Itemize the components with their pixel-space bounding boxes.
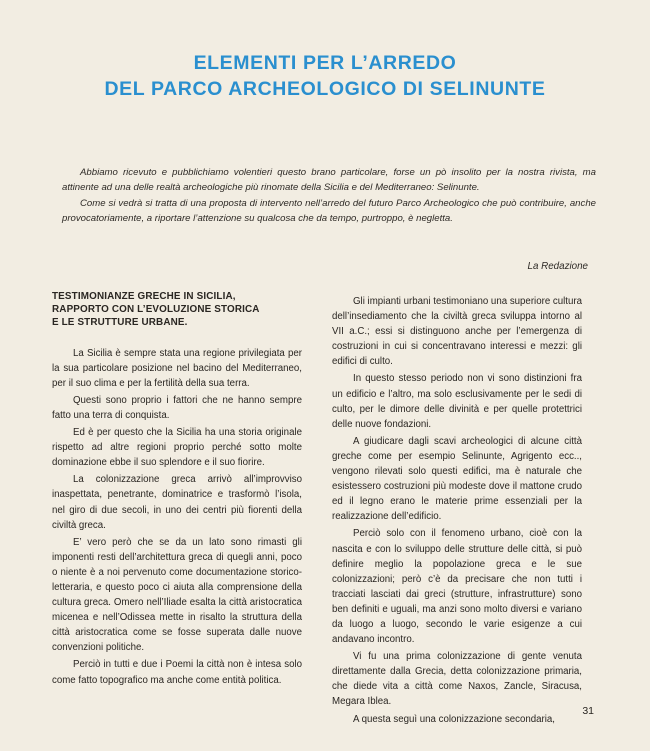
left-column xyxy=(52,290,302,690)
body-paragraph: La Sicilia è sempre stata una regione privilegiata per la sua particolare posizione nel bacino del Mediterraneo, per il suo clima e per la fertilità della sua terra. xyxy=(52,347,302,389)
section-heading-line-2: RAPPORTO CON L’EVOLUZIONE STORICA xyxy=(52,304,260,316)
editorial-signature: La Redazione xyxy=(527,261,588,272)
body-paragraph: Ed è per questo che la Sicilia ha una storia originale rispetto ad altre regioni proprio perché sotto molte dominazione ebbe il suo splendore e il suo fiorire. xyxy=(52,427,302,469)
article-title-line-1: ELEMENTI PER L’ARREDO xyxy=(193,52,457,74)
body-paragraph: A giudicare dagli scavi archeologici di alcune città greche come per esempio Selinunte, Agrigento ecc.., vengono rilevati solo questi edifici, ma è naturale che esistessero costruzioni più modeste dove il mattone crudo ed il legno erano le materie prime essenziali per la realizzazione dell’edificio. xyxy=(332,435,582,523)
body-paragraph: Gli impianti urbani testimoniano una superiore cultura dell’insediamento che la civiltà greca sviluppa intorno al VII a.C.; essi si distinguono anche per l’emergenza di costruzioni in cui si concentravano interessi e mezzi: gli edifici di culto. xyxy=(332,296,582,368)
intro-paragraph: Come si vedrà si tratta di una proposta di intervento nell’arredo del futuro Parco Archeologico che può contribuire, anche provocatoriamente, a riportare l’attenzione su qualcosa che da tempo, purtroppo, è negletta. xyxy=(62,197,596,225)
body-paragraph: E’ vero però che se da un lato sono rimasti gli imponenti resti dell’architettura greca di quegli anni, poco o niente è a noi pervenuto come documentazione storico-letteraria, e questo poco ci aiuta alla comprensione della cultura greca. Omero nell’Iliade esalta la città aristocratica micenea e nell’Odissea mette in risalto la struttura della città aristocratica come se fosse superata dalle nuove convenzioni politiche. xyxy=(52,536,302,654)
article-title xyxy=(0,50,650,102)
intro-paragraph: Abbiamo ricevuto e pubblichiamo volentieri questo brano particolare, forse un pò insolito per la nostra rivista, ma attinente ad una delle realtà archeologiche più rinomate della Sicilia e del Mediterraneo: Selinunte. xyxy=(62,167,596,194)
body-paragraph: Questi sono proprio i fattori che ne hanno sempre fatto una terra di conquista. xyxy=(52,394,302,421)
body-paragraph: A questa seguì una colonizzazione secondaria, xyxy=(353,713,555,725)
section-heading-line-1: TESTIMONIANZE GRECHE IN SICILIA, xyxy=(52,291,236,302)
body-paragraph: Vi fu una prima colonizzazione di gente venuta direttamente dalla Grecia, detta colonizzazione primaria, che diede vita a città come Naxos, Zancle, Siracusa, Megara Iblea. xyxy=(332,651,582,708)
body-paragraph: La colonizzazione greca arrivò all’improvviso inaspettata, penetrante, dominatrice e trasformò l’isola, nel giro di due secoli, in uno dei centri più fiorenti della civiltà greca. xyxy=(52,474,302,531)
article-title-line-2: DEL PARCO ARCHEOLOGICO DI SELINUNTE xyxy=(104,78,546,100)
page-number: 31 xyxy=(582,705,594,717)
body-paragraph: In questo stesso periodo non vi sono distinzioni fra un edificio e l’altro, ma solo esclusivamente per le sedi di culto, per le dimore delle divinità e per quelle protettrici delle nuove fondazioni. xyxy=(332,373,582,430)
section-heading xyxy=(52,290,302,330)
section-heading-line-3: E LE STRUTTURE URBANE. xyxy=(52,317,188,329)
editorial-intro xyxy=(62,165,596,227)
body-paragraph: Perciò in tutti e due i Poemi la città non è intesa solo come fatto topografico ma anche come entità politica. xyxy=(52,659,302,686)
right-column xyxy=(332,294,582,729)
body-paragraph: Perciò solo con il fenomeno urbano, cioè con la nascita e con lo sviluppo delle strutture delle città, si può definire meglio la popolazione greca e le sue colonizzazioni; però c’è da precisare che non tutti i tracciati lasciati dai greci (strutture, infrastrutture) sono ben definiti e uguali, ma anzi sono molto diversi e variano da luogo a luogo, secondo le varie esigenze a cui andavano incontro. xyxy=(332,528,582,646)
